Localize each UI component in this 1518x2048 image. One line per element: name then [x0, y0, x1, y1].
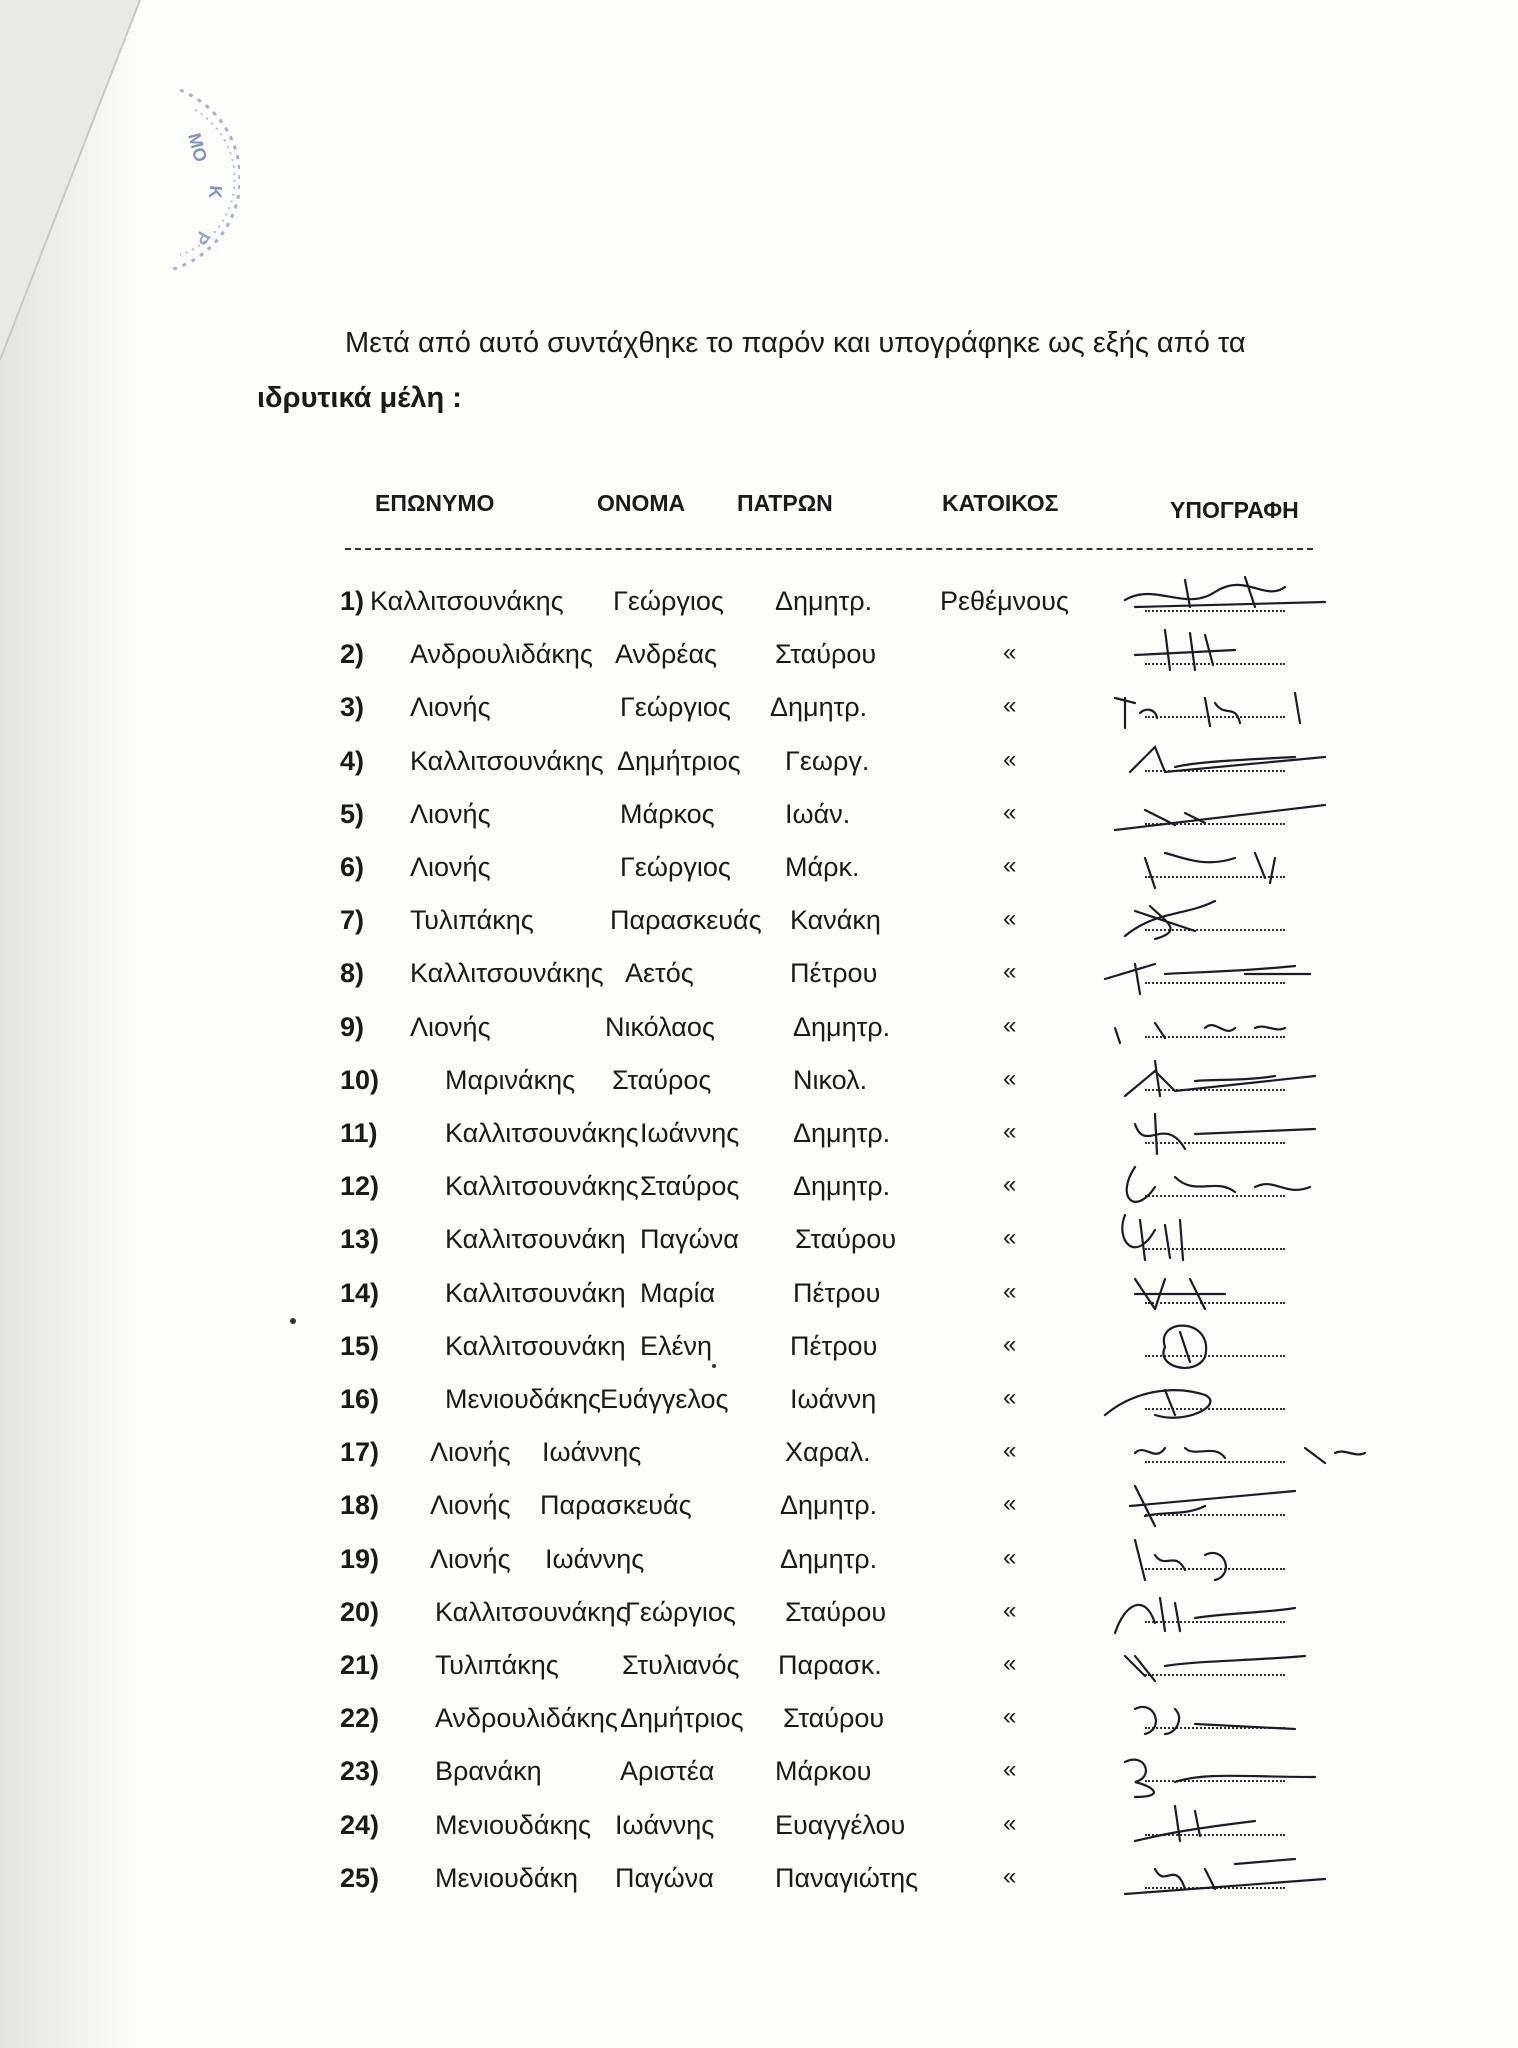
handwritten-signature — [1095, 1157, 1395, 1217]
member-father-name: Πέτρου — [790, 958, 878, 989]
handwritten-signature — [1095, 678, 1395, 738]
member-name: Ιωάννης — [615, 1809, 715, 1840]
member-number: 16) — [340, 1384, 380, 1414]
member-residence: « — [1003, 692, 1017, 720]
intro-line-1: Μετά από αυτό συντάχθηκε το παρόν και υπογράφηκε ως εξής από τα — [345, 327, 1246, 359]
scan-speck — [290, 1318, 296, 1324]
member-number: 13) — [340, 1224, 380, 1255]
member-number: 25) — [340, 1862, 380, 1893]
member-name: Ελένη — [640, 1330, 713, 1361]
member-surname: Λιονής — [430, 1437, 511, 1468]
member-name: Νικόλαος — [605, 1011, 715, 1042]
handwritten-signature — [1095, 1370, 1395, 1430]
member-surname: Ανδρουλιδάκης — [410, 639, 593, 670]
member-name: Παρασκευάς — [610, 905, 762, 936]
member-surname: Λιονής — [410, 798, 491, 829]
member-surname: Λιονής — [410, 1011, 491, 1042]
member-surname: Ανδρουλιδάκης — [435, 1703, 618, 1734]
scan-speck — [712, 1364, 716, 1368]
handwritten-signature — [1095, 1689, 1395, 1749]
member-name: Ιωάννης — [542, 1437, 642, 1468]
faded-stamp — [60, 80, 240, 280]
member-residence: « — [1003, 1703, 1017, 1731]
member-surname: Καλλιτσουνάκης — [370, 586, 564, 616]
handwritten-signature — [1095, 1210, 1395, 1270]
header-signature: ΥΠΟΓΡΑΦΗ — [1170, 497, 1299, 523]
handwritten-signature — [1095, 1742, 1395, 1802]
handwritten-signature — [1095, 1849, 1395, 1909]
handwritten-signature — [1095, 572, 1395, 632]
member-surname: Μενιουδάκη — [435, 1862, 578, 1893]
member-residence: « — [1003, 1384, 1017, 1411]
member-father-name: Πέτρου — [793, 1277, 881, 1308]
member-father-name: Δημητρ. — [775, 586, 873, 616]
member-name: Παγώνα — [640, 1224, 739, 1255]
member-number: 10) — [340, 1064, 380, 1095]
member-name: Γεώργιος — [620, 852, 731, 882]
member-surname: Λιονής — [430, 1543, 511, 1574]
member-father-name: Ιωάννη — [790, 1384, 877, 1414]
member-name: Γεώργιος — [613, 586, 724, 616]
intro-line-2: ιδρυτικά μέλη : — [257, 382, 462, 414]
member-father-name: Πέτρου — [790, 1330, 878, 1361]
handwritten-signature — [1095, 1104, 1395, 1164]
member-father-name: Κανάκη — [790, 905, 881, 936]
handwritten-signature — [1095, 732, 1395, 792]
member-surname: Καλλιτσουνάκης — [435, 1596, 629, 1627]
member-name: Μαρία — [640, 1277, 716, 1308]
member-name: Αριστέα — [620, 1756, 715, 1787]
member-residence: « — [1003, 1650, 1017, 1677]
svg-text:ΜΟ: ΜΟ — [184, 130, 211, 165]
member-residence: « — [1003, 1224, 1017, 1252]
member-name: Παρασκευάς — [540, 1490, 692, 1521]
member-number: 15) — [340, 1330, 380, 1361]
member-father-name: Νικολ. — [793, 1064, 868, 1095]
member-number: 4) — [340, 745, 365, 776]
member-father-name: Σταύρου — [783, 1703, 885, 1734]
member-residence: « — [1003, 1011, 1017, 1039]
member-surname: Καλλιτσουνάκης — [445, 1118, 639, 1148]
member-surname: Λιονής — [410, 692, 491, 723]
handwritten-signature — [1095, 1476, 1395, 1536]
handwritten-signature — [1095, 1583, 1395, 1643]
member-surname: Καλλιτσουνάκη — [445, 1330, 626, 1361]
member-surname: Καλλιτσουνάκη — [445, 1224, 626, 1255]
member-surname: Καλλιτσουνάκης — [410, 745, 604, 776]
member-number: 3) — [340, 692, 365, 723]
member-name: Δημήτριος — [620, 1703, 744, 1734]
member-residence: « — [1003, 745, 1017, 773]
handwritten-signature — [1095, 1264, 1395, 1324]
member-surname: Λιονής — [430, 1490, 511, 1521]
member-number: 7) — [340, 905, 365, 936]
member-number: 11) — [340, 1118, 378, 1148]
member-father-name: Μάρκου — [775, 1756, 872, 1787]
handwritten-signature — [1095, 1423, 1395, 1483]
member-number: 1) — [340, 586, 365, 616]
member-residence: « — [1003, 1330, 1017, 1358]
member-number: 17) — [340, 1437, 380, 1468]
member-surname: Μενιουδάκης — [445, 1384, 601, 1414]
member-number: 12) — [340, 1171, 380, 1202]
member-name: Σταύρος — [640, 1171, 740, 1202]
member-father-name: Δημητρ. — [793, 1118, 891, 1148]
member-number: 21) — [340, 1650, 380, 1680]
member-number: 6) — [340, 852, 365, 882]
member-number: 24) — [340, 1809, 380, 1840]
header-surname: ΕΠΩΝΥΜΟ — [375, 490, 495, 516]
member-row — [0, 1863, 1518, 1916]
member-surname: Βρανάκη — [435, 1756, 542, 1787]
member-number: 23) — [340, 1756, 380, 1787]
member-father-name: Δημητρ. — [793, 1171, 891, 1202]
handwritten-signature — [1095, 944, 1395, 1004]
member-father-name: Χαραλ. — [785, 1437, 871, 1468]
header-father: ΠΑΤΡΩΝ — [737, 490, 833, 516]
member-residence: « — [1003, 1118, 1017, 1145]
member-residence: « — [1003, 639, 1017, 667]
member-father-name: Παναγιώτης — [775, 1862, 919, 1893]
member-father-name: Δημητρ. — [793, 1011, 891, 1042]
member-surname: Τυλιπάκης — [435, 1650, 559, 1680]
member-name: Μάρκος — [620, 798, 715, 829]
member-father-name: Ιωάν. — [785, 798, 851, 829]
member-residence: « — [1003, 905, 1017, 933]
member-name: Αετός — [625, 958, 694, 989]
svg-text:Κ: Κ — [204, 184, 226, 200]
header-resident: ΚΑΤΟΙΚΟΣ — [942, 490, 1059, 516]
member-residence: « — [1003, 1490, 1017, 1518]
member-residence: Ρεθέμνους — [940, 586, 1069, 616]
member-name: Ευάγγελος — [600, 1384, 729, 1414]
header-separator — [345, 548, 1313, 550]
header-name: ΟΝΟΜΑ — [597, 490, 686, 516]
handwritten-signature — [1095, 998, 1395, 1058]
member-surname: Λιονής — [410, 852, 491, 882]
member-name: Παγώνα — [615, 1862, 714, 1893]
member-residence: « — [1003, 1277, 1017, 1305]
member-name: Γεώργιος — [620, 692, 731, 723]
member-father-name: Ευαγγέλου — [775, 1809, 906, 1840]
member-number: 14) — [340, 1277, 380, 1308]
member-name: Γεώργιος — [625, 1596, 736, 1627]
handwritten-signature — [1095, 891, 1395, 951]
member-father-name: Δημητρ. — [770, 692, 868, 723]
member-name: Ιωάννης — [640, 1118, 740, 1148]
member-name: Ανδρέας — [615, 639, 718, 670]
handwritten-signature — [1095, 1317, 1395, 1377]
member-number: 9) — [340, 1011, 365, 1042]
member-surname: Καλλιτσουνάκης — [445, 1171, 639, 1202]
handwritten-signature — [1095, 1530, 1395, 1590]
member-residence: « — [1003, 798, 1017, 826]
handwritten-signature — [1095, 1636, 1395, 1696]
member-number: 20) — [340, 1596, 380, 1627]
member-father-name: Μάρκ. — [785, 852, 860, 882]
handwritten-signature — [1095, 785, 1395, 845]
member-number: 22) — [340, 1703, 380, 1734]
member-father-name: Γεωργ. — [785, 745, 870, 776]
member-surname: Μενιουδάκης — [435, 1809, 591, 1840]
member-number: 5) — [340, 798, 365, 829]
handwritten-signature — [1095, 625, 1395, 685]
member-residence: « — [1003, 852, 1017, 879]
member-father-name: Δημητρ. — [780, 1490, 878, 1521]
member-surname: Καλλιτσουνάκης — [410, 958, 604, 989]
member-number: 18) — [340, 1490, 380, 1521]
member-number: 19) — [340, 1543, 380, 1574]
member-residence: « — [1003, 1543, 1017, 1571]
handwritten-signature — [1095, 838, 1395, 898]
handwritten-signature — [1095, 1796, 1395, 1856]
member-father-name: Σταύρου — [775, 639, 877, 670]
member-residence: « — [1003, 1171, 1017, 1199]
member-surname: Καλλιτσουνάκη — [445, 1277, 626, 1308]
member-father-name: Σταύρου — [785, 1596, 887, 1627]
member-residence: « — [1003, 1756, 1017, 1784]
member-surname: Μαρινάκης — [445, 1064, 576, 1095]
svg-text:Ρ: Ρ — [190, 228, 214, 249]
member-residence: « — [1003, 1862, 1017, 1890]
member-name: Στυλιανός — [622, 1650, 740, 1680]
member-number: 2) — [340, 639, 365, 670]
member-residence: « — [1003, 1596, 1017, 1624]
member-number: 8) — [340, 958, 365, 989]
member-name: Ιωάννης — [545, 1543, 645, 1574]
member-father-name: Σταύρου — [795, 1224, 897, 1255]
member-residence: « — [1003, 958, 1017, 986]
member-name: Σταύρος — [612, 1064, 712, 1095]
member-residence: « — [1003, 1437, 1017, 1465]
member-residence: « — [1003, 1064, 1017, 1092]
member-residence: « — [1003, 1809, 1017, 1837]
member-name: Δημήτριος — [617, 745, 741, 776]
member-father-name: Παρασκ. — [778, 1650, 882, 1680]
member-surname: Τυλιπάκης — [410, 905, 534, 936]
handwritten-signature — [1095, 1051, 1395, 1111]
member-father-name: Δημητρ. — [780, 1543, 878, 1574]
